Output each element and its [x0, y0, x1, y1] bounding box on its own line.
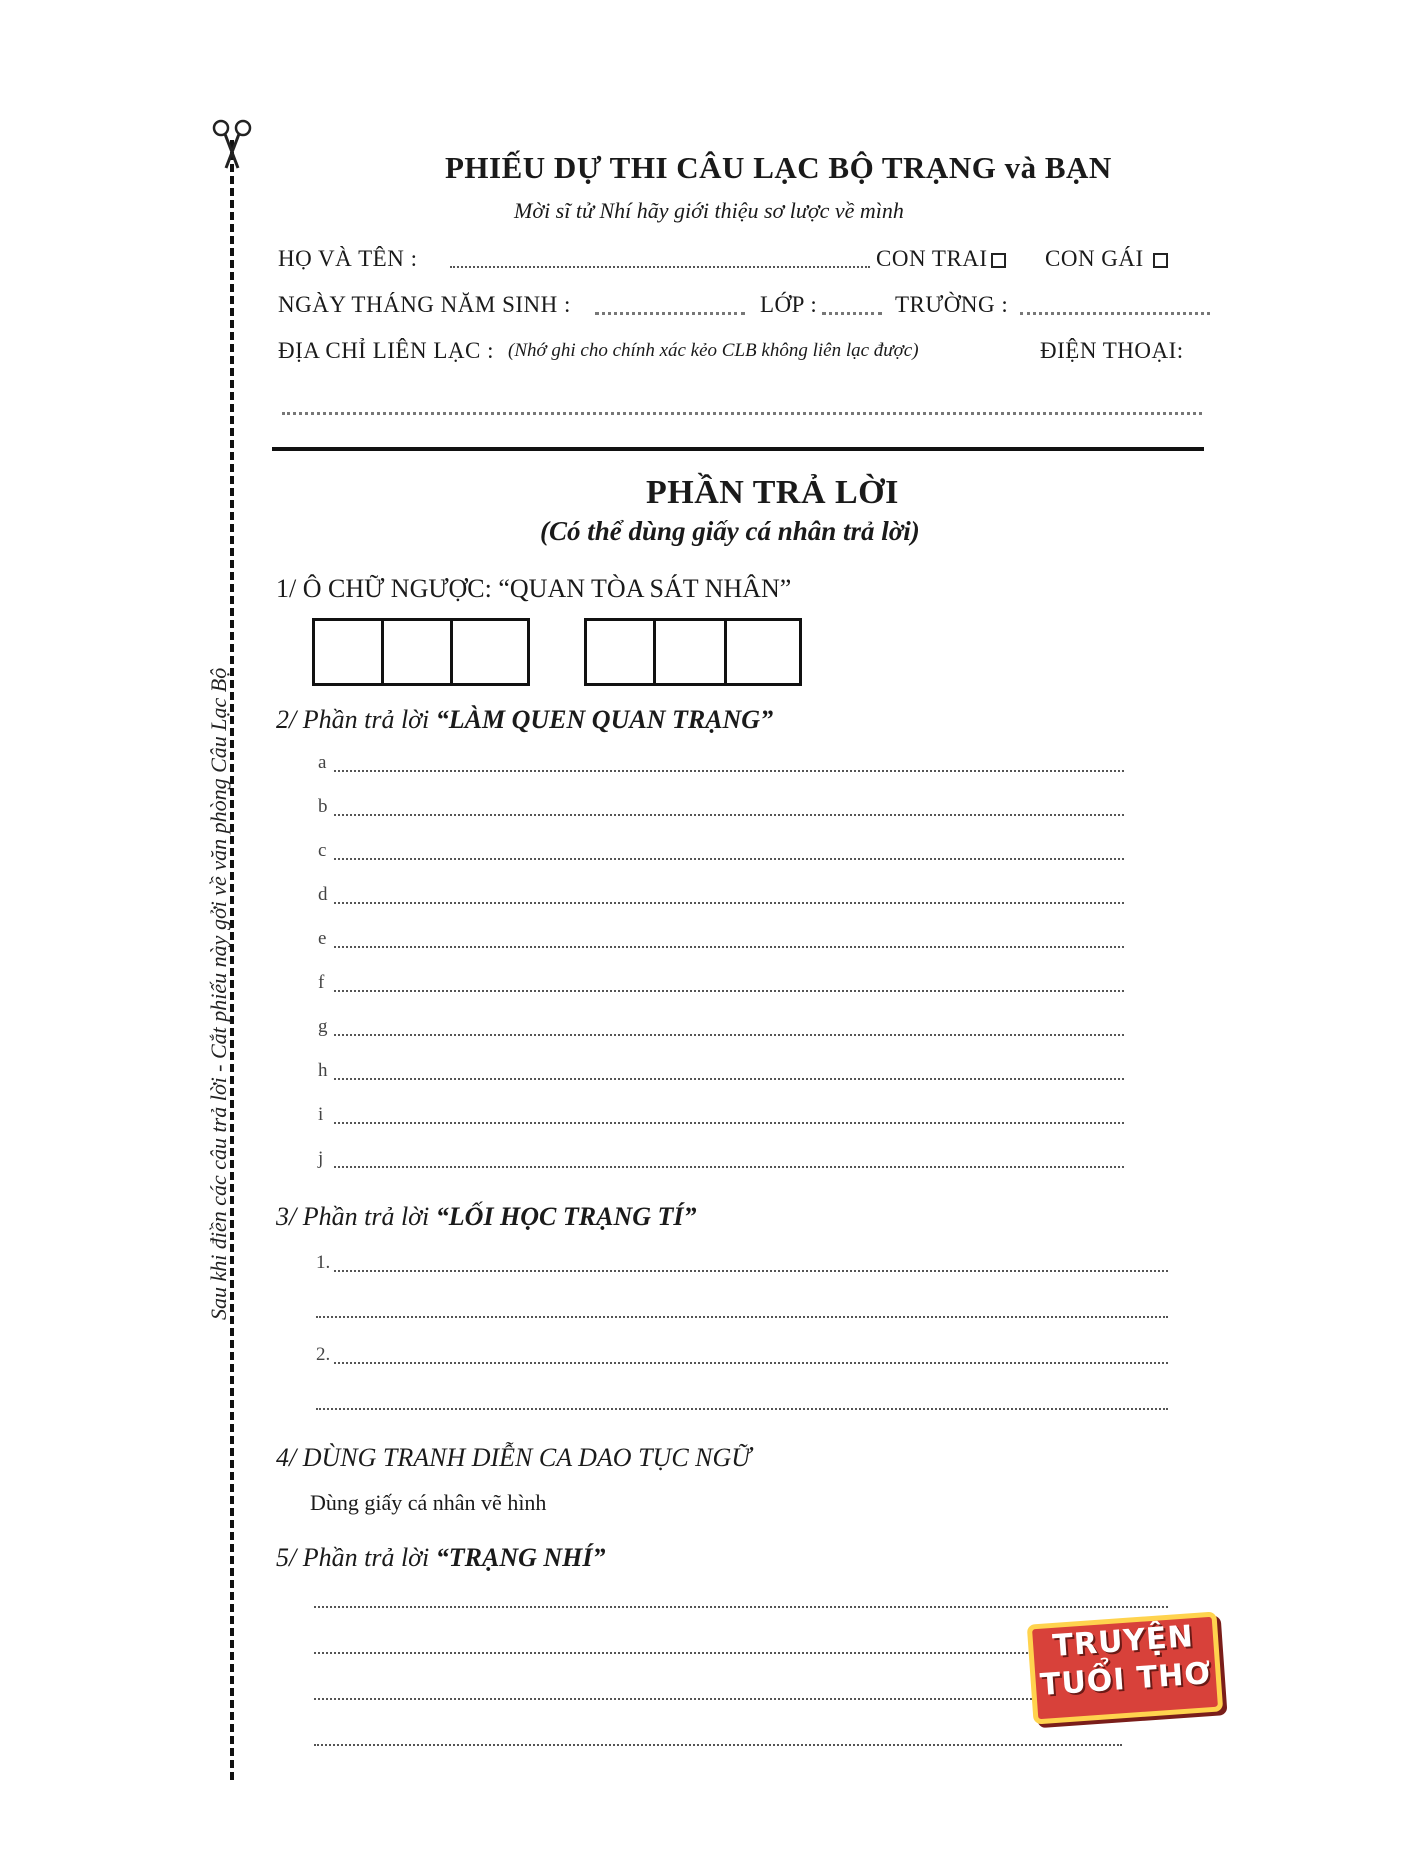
q5-prefix: 5/ Phần trả lời	[276, 1543, 430, 1572]
q2-quote: “LÀM QUEN QUAN TRẠNG”	[435, 705, 774, 734]
q5-answer-line[interactable]	[314, 1606, 1168, 1608]
q2-answer-line[interactable]	[334, 814, 1124, 816]
q1-box-2[interactable]	[381, 618, 453, 686]
q2-line-label: d	[318, 884, 328, 905]
q5-quote: “TRẠNG NHÍ”	[435, 1543, 606, 1572]
logo-line-1: TRUYỆN	[1051, 1619, 1195, 1664]
q4-heading: 4/ DÙNG TRANH DIỄN CA DAO TỤC NGỮ	[276, 1443, 751, 1472]
class-label: LỚP :	[760, 292, 818, 317]
dob-field[interactable]	[595, 312, 745, 315]
q2-answer-line[interactable]	[334, 1166, 1124, 1168]
q1-box-6[interactable]	[724, 618, 802, 686]
q2-prefix: 2/ Phần trả lời	[276, 705, 430, 734]
class-field[interactable]	[822, 312, 882, 315]
q2-heading	[276, 705, 773, 735]
q1-quote: “QUAN TÒA SÁT NHÂN”	[498, 574, 792, 603]
q2-line-label: a	[318, 752, 327, 773]
q2-line-label: b	[318, 796, 328, 817]
q3-answer-line[interactable]	[316, 1408, 1168, 1410]
section-divider	[272, 447, 1204, 451]
cut-instruction: Sau khi điền các câu trả lời - Cắt phiếu này gởi về văn phòng Câu Lạc Bộ	[206, 667, 231, 1320]
form-subtitle: Mời sĩ tử Nhí hãy giới thiệu sơ lược về mình	[514, 198, 904, 223]
phone-label: ĐIỆN THOẠI:	[1040, 338, 1184, 363]
boy-option[interactable]	[876, 246, 1006, 272]
answers-subtitle: (Có thể dùng giấy cá nhân trả lời)	[540, 516, 920, 546]
q5-answer-line[interactable]	[314, 1744, 1122, 1746]
q2-line-label: f	[318, 972, 325, 993]
name-label: HỌ VÀ TÊN :	[278, 246, 418, 271]
girl-label: CON GÁI	[1045, 246, 1144, 271]
q2-answer-line[interactable]	[334, 946, 1124, 948]
dob-label: NGÀY THÁNG NĂM SINH :	[278, 292, 571, 317]
q1-box-3[interactable]	[450, 618, 530, 686]
q3-prefix: 3/ Phần trả lời	[276, 1202, 430, 1231]
address-label: ĐỊA CHỈ LIÊN LẠC :	[278, 338, 494, 363]
q2-line-label: c	[318, 840, 327, 861]
girl-checkbox[interactable]	[1153, 253, 1168, 268]
q2-line-label: h	[318, 1060, 328, 1081]
q3-answer-line[interactable]	[334, 1270, 1168, 1272]
q2-answer-line[interactable]	[334, 770, 1124, 772]
q3-line-label: 2.	[316, 1344, 331, 1365]
truyen-tuoi-tho-logo	[1027, 1611, 1224, 1724]
q5-heading	[276, 1543, 606, 1573]
q2-answer-line[interactable]	[334, 1034, 1124, 1036]
boy-label: CON TRAI	[876, 246, 988, 271]
address-field[interactable]	[282, 412, 1202, 415]
q3-answer-line[interactable]	[316, 1316, 1168, 1318]
q1-prefix: 1/ Ô CHỮ NGƯỢC:	[276, 574, 492, 603]
q3-answer-line[interactable]	[334, 1362, 1168, 1364]
q2-answer-line[interactable]	[334, 902, 1124, 904]
scissors-icon	[210, 118, 256, 172]
q1-box-5[interactable]	[653, 618, 727, 686]
school-field[interactable]	[1020, 312, 1210, 315]
q2-answer-line[interactable]	[334, 990, 1124, 992]
q1-box-4[interactable]	[584, 618, 656, 686]
boy-checkbox[interactable]	[991, 253, 1006, 268]
q3-quote: “LỐI HỌC TRẠNG TÍ”	[435, 1202, 697, 1231]
q1-box-1[interactable]	[312, 618, 384, 686]
q1-heading	[276, 574, 791, 604]
q2-answer-line[interactable]	[334, 1078, 1124, 1080]
girl-option[interactable]	[1045, 246, 1168, 272]
answers-title: PHẦN TRẢ LỜI	[646, 474, 899, 511]
address-note: (Nhớ ghi cho chính xác kẻo CLB không liên lạc được)	[508, 340, 919, 361]
school-label: TRƯỜNG :	[895, 292, 1009, 317]
q2-line-label: e	[318, 928, 327, 949]
q2-answer-line[interactable]	[334, 1122, 1124, 1124]
form-title: PHIẾU DỰ THI CÂU LẠC BỘ TRẠNG và BẠN	[445, 150, 1112, 185]
q2-line-label: g	[318, 1016, 328, 1037]
q2-line-label: j	[318, 1148, 324, 1169]
q2-line-label: i	[318, 1104, 324, 1125]
logo-line-2: TUỔI THƠ	[1038, 1656, 1213, 1703]
name-field[interactable]	[450, 266, 870, 268]
q3-heading	[276, 1202, 697, 1232]
q3-line-label: 1.	[316, 1252, 331, 1273]
q2-answer-line[interactable]	[334, 858, 1124, 860]
q4-body: Dùng giấy cá nhân vẽ hình	[310, 1490, 547, 1515]
